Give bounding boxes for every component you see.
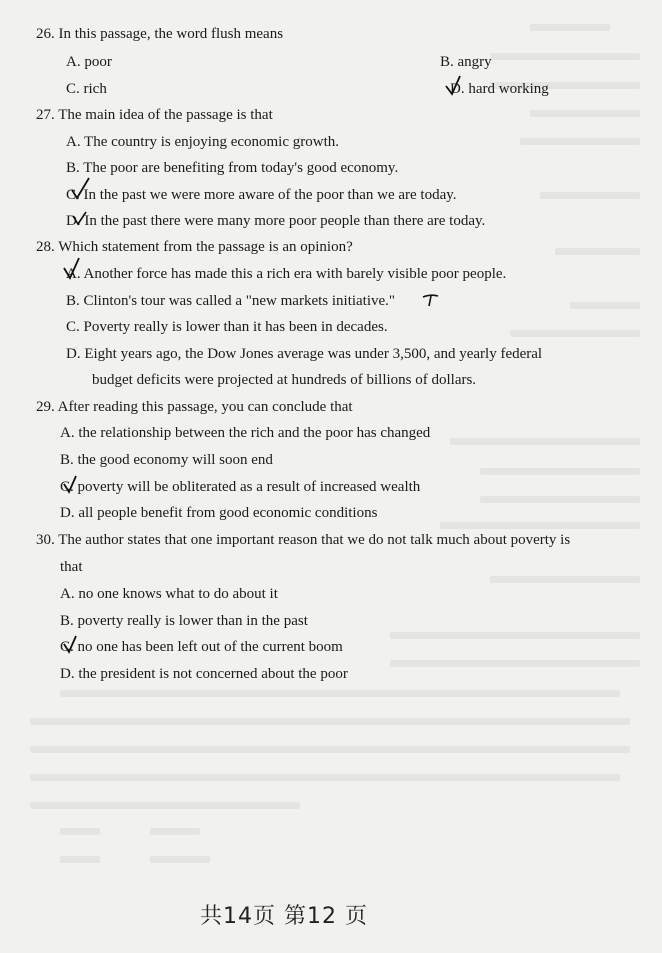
- q28-option-d: D. Eight years ago, the Dow Jones average was under 3,500, and yearly federal: [66, 346, 543, 362]
- q26-option-a: A. poor: [66, 54, 112, 70]
- checkmark-icon: [444, 74, 464, 96]
- tick-mark-icon: [422, 292, 440, 308]
- q27-option-b: B. The poor are benefiting from today's good economy.: [66, 160, 399, 176]
- q30-option-a: A. no one knows what to do about it: [60, 586, 278, 602]
- checkmark-icon: [70, 178, 90, 200]
- checkmark-icon: [62, 258, 82, 280]
- question-27-stem: 27. The main idea of the passage is that: [36, 107, 273, 123]
- q28-option-b: B. Clinton's tour was called a "new markets initiative.": [66, 293, 396, 309]
- question-28-stem: 28. Which statement from the passage is an opinion?: [36, 239, 353, 255]
- q29-option-c: C. poverty will be obliterated as a result of increased wealth: [60, 479, 421, 495]
- q26-option-c: C. rich: [66, 81, 107, 97]
- q28-option-d-continued: budget deficits were projected at hundreds of billions of dollars.: [92, 372, 477, 388]
- q27-option-a: A. The country is enjoying economic growth.: [66, 134, 340, 150]
- question-30-stem-continued: that: [60, 559, 83, 575]
- q30-option-c: C. no one has been left out of the current boom: [60, 639, 343, 655]
- checkmark-icon: [70, 206, 90, 228]
- checkmark-icon: [62, 472, 82, 494]
- question-30-stem: 30. The author states that one important reason that we do not talk much about poverty is: [36, 532, 571, 548]
- q28-option-c: C. Poverty really is lower than it has been in decades.: [66, 319, 388, 335]
- question-26-stem: 26. In this passage, the word flush means: [36, 26, 284, 42]
- q29-option-a: A. the relationship between the rich and the poor has changed: [60, 425, 431, 441]
- q26-option-d: D. hard working: [450, 81, 549, 97]
- q30-option-b: B. poverty really is lower than in the past: [60, 613, 308, 629]
- q30-option-d: D. the president is not concerned about the poor: [60, 666, 348, 682]
- q28-option-a: A. Another force has made this a rich era with barely visible poor people.: [66, 266, 507, 282]
- q27-option-d: D. In the past there were many more poor people than there are today.: [66, 213, 486, 229]
- q26-option-b: B. angry: [440, 54, 492, 70]
- checkmark-icon: [62, 632, 82, 654]
- q29-option-b: B. the good economy will soon end: [60, 452, 273, 468]
- page-footer-handwritten: 共14页 第12 页: [200, 904, 368, 929]
- q27-option-c: C. In the past we were more aware of the poor than we are today.: [66, 187, 457, 203]
- question-29-stem: 29. After reading this passage, you can conclude that: [36, 399, 353, 415]
- q29-option-d: D. all people benefit from good economic conditions: [60, 505, 378, 521]
